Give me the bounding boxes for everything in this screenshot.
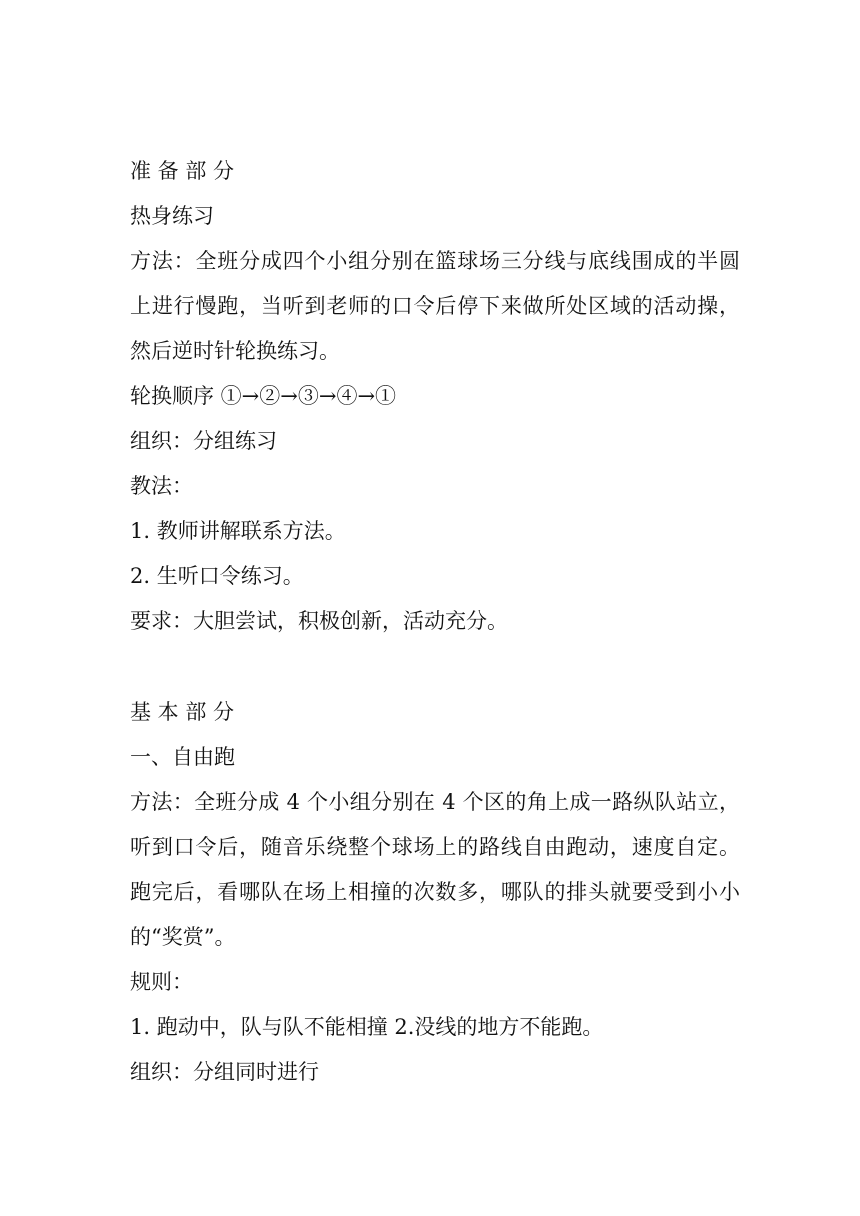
rules-item: 1. 跑动中，队与队不能相撞 2.没线的地方不能跑。 <box>130 1015 604 1039</box>
prep-heading: 准 备 部 分 <box>130 159 235 183</box>
prep-requirement: 要求：大胆尝试，积极创新，活动充分。 <box>130 609 508 633</box>
prep-method-line-3: 然后逆时针轮换练习。 <box>130 339 340 363</box>
rotation-order: 轮换顺序 ①→②→③→④→① <box>130 384 397 408</box>
teaching-item-1: 1. 教师讲解联系方法。 <box>130 519 346 543</box>
rules-label: 规则： <box>130 970 193 994</box>
basic-method-line-2: 听到口令后，随音乐绕整个球场上的路线自由跑动，速度自定。 <box>130 835 740 859</box>
basic-method-line-4: 的“奖赏”。 <box>130 925 236 949</box>
basic-heading: 基 本 部 分 <box>130 700 235 724</box>
teaching-item-2: 2. 生听口令练习。 <box>130 564 304 588</box>
basic-method-line-1: 方法：全班分成 4 个小组分别在 4 个区的角上成一路纵队站立， <box>130 790 740 814</box>
basic-method-line-3: 跑完后，看哪队在场上相撞的次数多，哪队的排头就要受到小小 <box>130 880 740 904</box>
prep-method-line-1: 方法：全班分成四个小组分别在篮球场三分线与底线围成的半圆 <box>130 249 740 273</box>
prep-organization: 组织：分组练习 <box>130 429 277 453</box>
teaching-label: 教法： <box>130 474 193 498</box>
section1-title: 一、自由跑 <box>130 745 235 769</box>
prep-method-line-2: 上进行慢跑，当听到老师的口令后停下来做所处区域的活动操， <box>130 294 740 318</box>
warmup-title: 热身练习 <box>130 204 214 228</box>
basic-organization: 组织：分组同时进行 <box>130 1060 319 1084</box>
